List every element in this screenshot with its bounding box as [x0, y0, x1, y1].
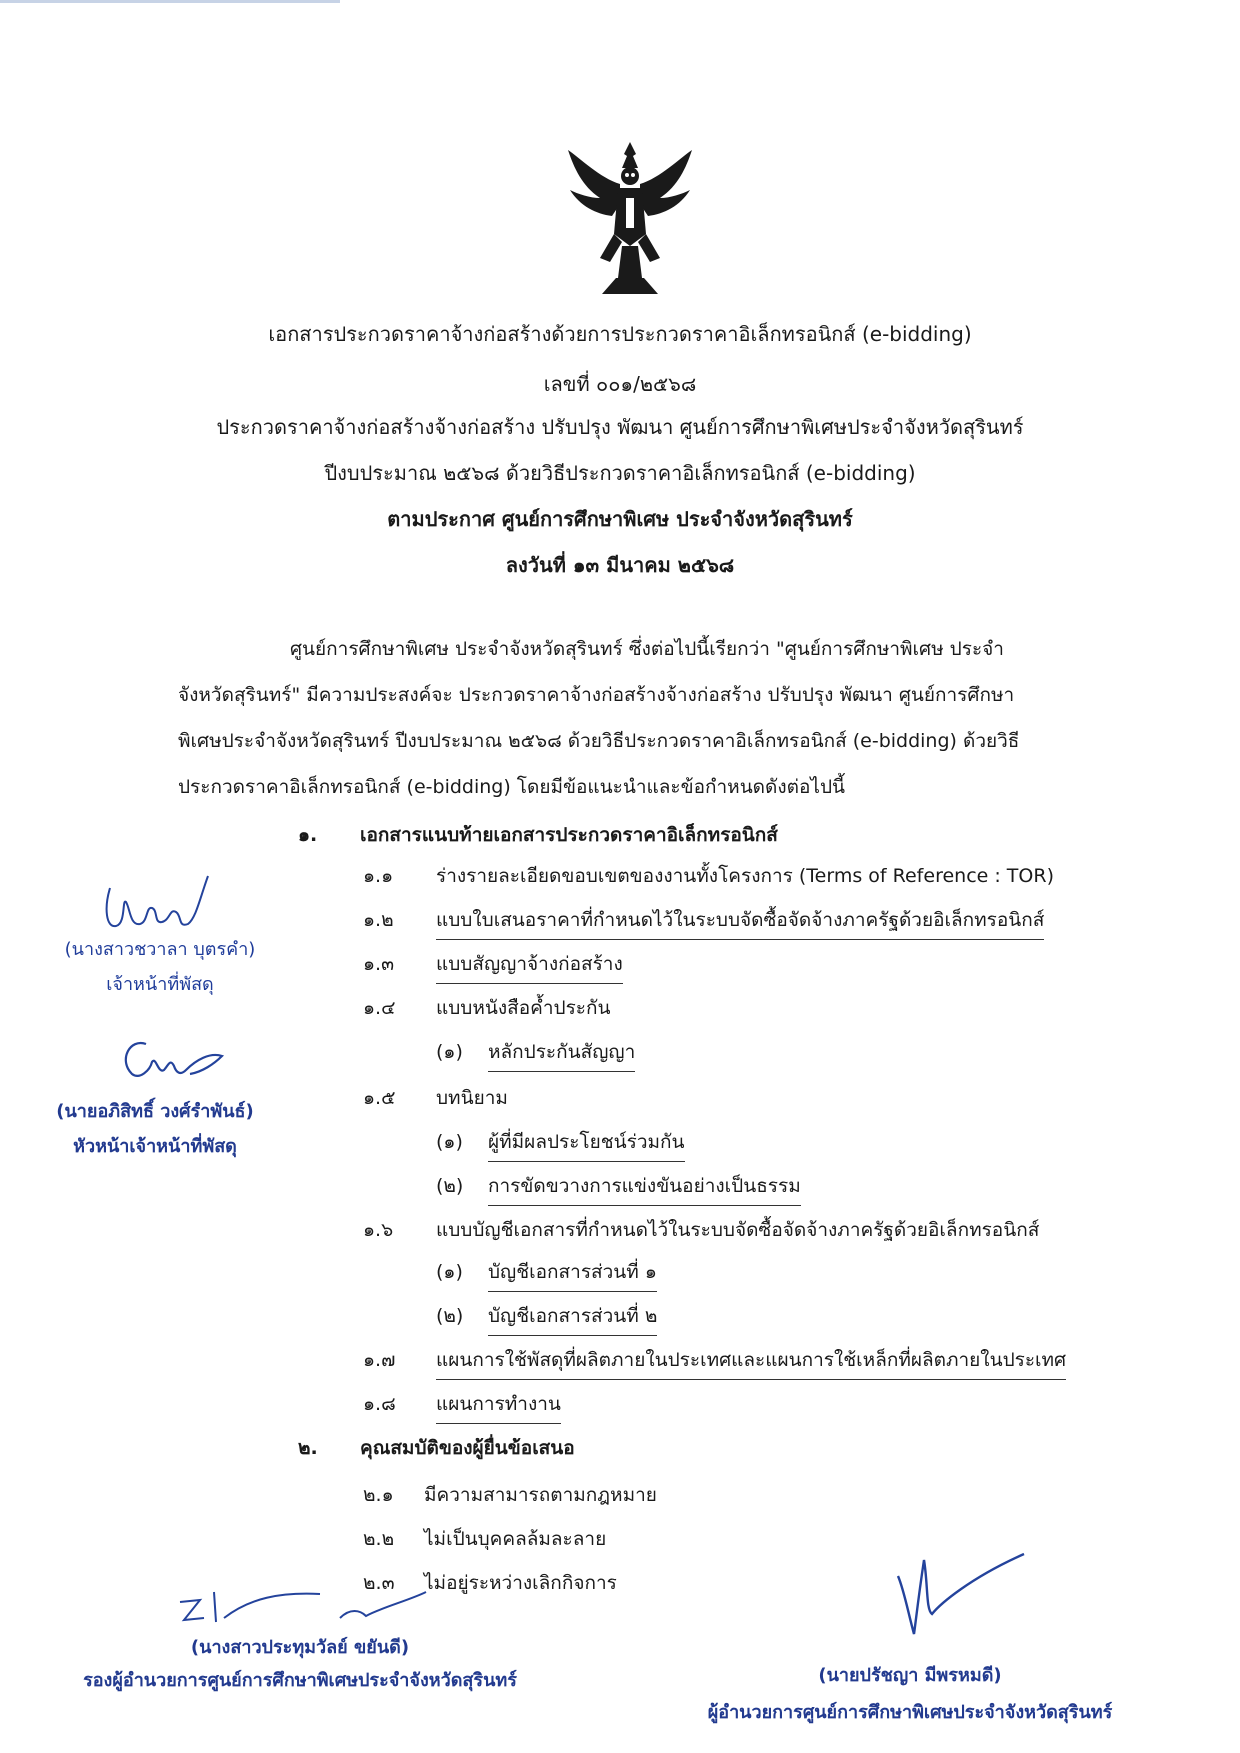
signature-1-icon	[96, 868, 216, 938]
intro-paragraph	[178, 626, 1083, 810]
signature-1-title: เจ้าหน้าที่พัสดุ	[106, 974, 214, 995]
section-number: ๑.	[298, 824, 318, 846]
item-text: แผนการทำงาน	[436, 1389, 561, 1424]
signature-4-icon	[880, 1540, 1030, 1640]
item-text: ผู้ที่มีผลประโยชน์ร่วมกัน	[488, 1127, 685, 1162]
signature-3-name: (นางสาวประทุมวัลย์ ขยันดี)	[190, 1637, 410, 1658]
signature-2-title: หัวหน้าเจ้าหน้าที่พัสดุ	[73, 1136, 237, 1157]
section-number: ๒.	[298, 1437, 318, 1459]
item-number: (๑)	[436, 1041, 463, 1063]
announcement-line: ตามประกาศ ศูนย์การศึกษาพิเศษ ประจำจังหวัดสุรินทร์	[387, 507, 853, 531]
item-text: แผนการใช้พัสดุที่ผลิตภายในประเทศและแผนการใช้เหล็กที่ผลิตภายในประเทศ	[436, 1345, 1066, 1380]
document-title: เอกสารประกวดราคาจ้างก่อสร้างด้วยการประกวดราคาอิเล็กทรอนิกส์ (e-bidding)	[268, 322, 972, 346]
item-text: หลักประกันสัญญา	[488, 1037, 635, 1072]
scan-edge	[0, 0, 340, 3]
signature-1-name: (นางสาวชวาลา บุตรคำ)	[64, 939, 256, 960]
signature-3-icon	[170, 1588, 430, 1628]
section-title: คุณสมบัติของผู้ยื่นข้อเสนอ	[360, 1437, 575, 1459]
fiscal-year-line: ปีงบประมาณ ๒๕๖๘ ด้วยวิธีประกวดราคาอิเล็กทรอนิกส์ (e-bidding)	[324, 461, 916, 485]
item-number: (๒)	[436, 1175, 464, 1197]
item-text: บทนิยาม	[436, 1087, 508, 1109]
date-line: ลงวันที่ ๑๓ มีนาคม ๒๕๖๘	[505, 553, 735, 577]
item-text: การขัดขวางการแข่งขันอย่างเป็นธรรม	[488, 1171, 801, 1206]
item-number: (๑)	[436, 1131, 463, 1153]
item-number: ๑.๕	[363, 1087, 396, 1109]
intro-line: ประกวดราคาอิเล็กทรอนิกส์ (e-bidding) โดยมีข้อแนะนำและข้อกำหนดดังต่อไปนี้	[178, 776, 845, 798]
signature-3-title: รองผู้อำนวยการศูนย์การศึกษาพิเศษประจำจังหวัดสุรินทร์	[83, 1670, 517, 1691]
item-text: แบบหนังสือค้ำประกัน	[436, 997, 611, 1019]
section-title: เอกสารแนบท้ายเอกสารประกวดราคาอิเล็กทรอนิกส์	[360, 824, 778, 846]
item-text: ร่างรายละเอียดขอบเขตของงานทั้งโครงการ (Terms of Reference : TOR)	[436, 865, 1054, 887]
item-text: บัญชีเอกสารส่วนที่ ๒	[488, 1301, 657, 1336]
signature-4-title: ผู้อำนวยการศูนย์การศึกษาพิเศษประจำจังหวัดสุรินทร์	[707, 1702, 1113, 1723]
item-text: บัญชีเอกสารส่วนที่ ๑	[488, 1257, 657, 1292]
item-text: แบบสัญญาจ้างก่อสร้าง	[436, 949, 623, 984]
item-number: ๑.๓	[363, 953, 395, 975]
item-text: แบบบัญชีเอกสารที่กำหนดไว้ในระบบจัดซื้อจัดจ้างภาครัฐด้วยอิเล็กทรอนิกส์	[436, 1219, 1040, 1241]
document-number: เลขที่ ๐๐๑/๒๕๖๘	[543, 372, 697, 396]
item-number: ๒.๒	[363, 1528, 395, 1550]
intro-line: จังหวัดสุรินทร์" มีความประสงค์จะ ประกวดราคาจ้างก่อสร้างจ้างก่อสร้าง ปรับปรุง พัฒนา ศูนย์การศึกษา	[178, 684, 1015, 706]
item-number: ๑.๗	[363, 1349, 396, 1371]
item-text: มีความสามารถตามกฎหมาย	[424, 1484, 657, 1506]
item-number: (๒)	[436, 1305, 464, 1327]
intro-line: ศูนย์การศึกษาพิเศษ ประจำจังหวัดสุรินทร์ ซึ่งต่อไปนี้เรียกว่า "ศูนย์การศึกษาพิเศษ ประจำ	[290, 638, 1004, 660]
item-number: ๑.๑	[363, 865, 394, 887]
item-number: (๑)	[436, 1261, 463, 1283]
signature-2-icon	[110, 1030, 230, 1090]
item-number: ๑.๔	[363, 997, 396, 1019]
item-number: ๑.๖	[363, 1219, 394, 1241]
project-title: ประกวดราคาจ้างก่อสร้างจ้างก่อสร้าง ปรับปรุง พัฒนา ศูนย์การศึกษาพิเศษประจำจังหวัดสุรินทร์	[216, 415, 1024, 439]
item-text: ไม่อยู่ระหว่างเลิกกิจการ	[424, 1572, 617, 1594]
signature-4-name: (นายปรัชญา มีพรหมดี)	[818, 1665, 1002, 1686]
signature-2-name: (นายอภิสิทธิ์ วงศ์รำพันธ์)	[56, 1101, 254, 1122]
intro-line: พิเศษประจำจังหวัดสุรินทร์ ปีงบประมาณ ๒๕๖๘ ด้วยวิธีประกวดราคาอิเล็กทรอนิกส์ (e-bidding) ด้วยวิธี	[178, 730, 1020, 752]
item-number: ๒.๓	[363, 1572, 395, 1594]
item-number: ๒.๑	[363, 1484, 394, 1506]
item-text: แบบใบเสนอราคาที่กำหนดไว้ในระบบจัดซื้อจัดจ้างภาครัฐด้วยอิเล็กทรอนิกส์	[436, 905, 1044, 940]
item-number: ๑.๘	[363, 1393, 396, 1415]
item-number: ๑.๒	[363, 909, 394, 931]
garuda-emblem-icon	[560, 138, 700, 298]
item-text: ไม่เป็นบุคคลล้มละลาย	[424, 1528, 607, 1550]
